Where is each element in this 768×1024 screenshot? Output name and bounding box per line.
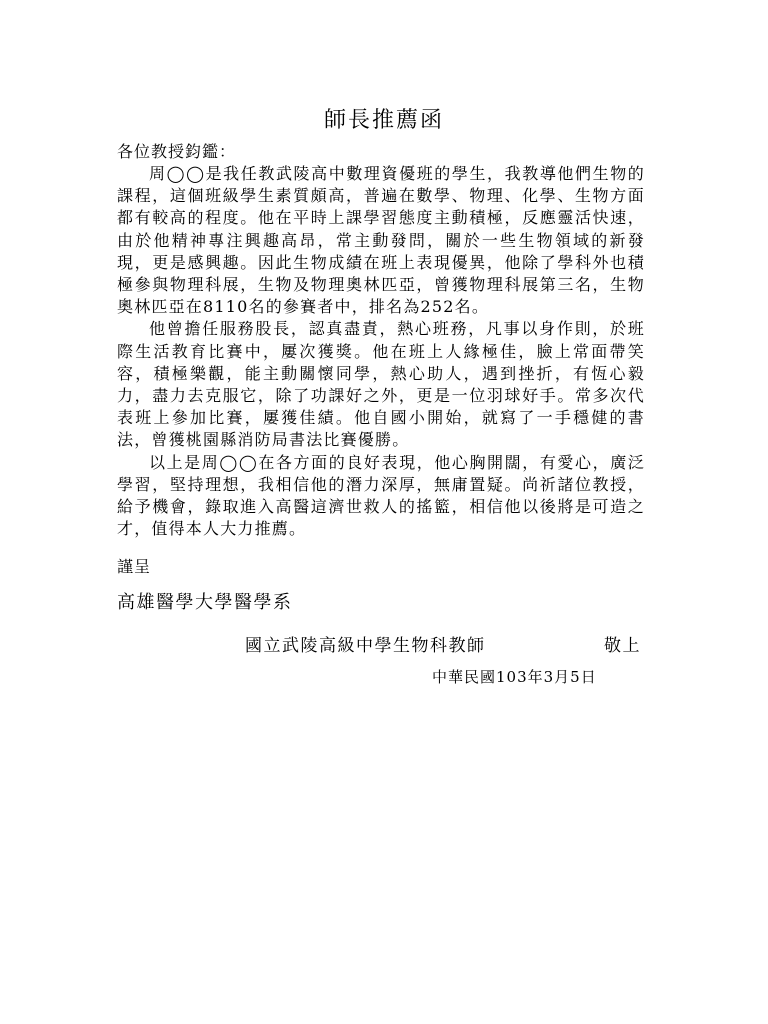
signer: 國立武陵高級中學生物科教師 xyxy=(245,636,486,656)
recipient: 高雄醫學大學醫學系 xyxy=(117,592,293,613)
letter-date: 中華民國103年3月5日 xyxy=(432,668,597,686)
body-paragraph-2: 他曾擔任服務股長，認真盡責，熱心班務，凡事以身作則，於班際生活教育比賽中，屢次獲獎。他在班上人緣極佳，臉上常面帶笑容，積極樂觀，能主動關懷同學，熱心助人，遇到挫折，有恆心毅力，盡力去克服它，除了功課好之外，更是一位羽球好手。常多次代表班上參加比賽，屢獲佳績。他自國小開始，就寫了一手穩健的書法，曾獲桃園縣消防局書法比賽優勝。 xyxy=(117,319,645,450)
closing-phrase: 謹呈 xyxy=(117,557,152,576)
salutation: 各位教授鈞鑑： xyxy=(117,142,237,161)
body-paragraph-3: 以上是周◯◯在各方面的良好表現，他心胸開闊，有愛心，廣泛學習，堅持理想，我相信他的潛力深厚，無庸置疑。尚祈諸位教授，給予機會，錄取進入高醫這濟世救人的搖籃，相信他以後將是可造之才，值得本人大力推薦。 xyxy=(117,452,645,539)
letter-body xyxy=(117,163,645,540)
body-paragraph-1: 周◯◯是我任教武陵高中數理資優班的學生，我教導他們生物的課程，這個班級學生素質頗高，普遍在數學、物理、化學、生物方面都有較高的程度。他在平時上課學習態度主動積極，反應靈活快速，由於他精神專注興趣高昂，常主動發問，關於一些生物領域的新發現，更是感興趣。因此生物成績在班上表現優異，他除了學科外也積極參與物理科展，生物及物理奧林匹亞，曾獲物理科展第三名，生物奧林匹亞在8110名的參賽者中，排名為252名。 xyxy=(117,164,645,317)
salute: 敬上 xyxy=(604,636,641,656)
letter-title: 師長推薦函 xyxy=(323,108,444,133)
